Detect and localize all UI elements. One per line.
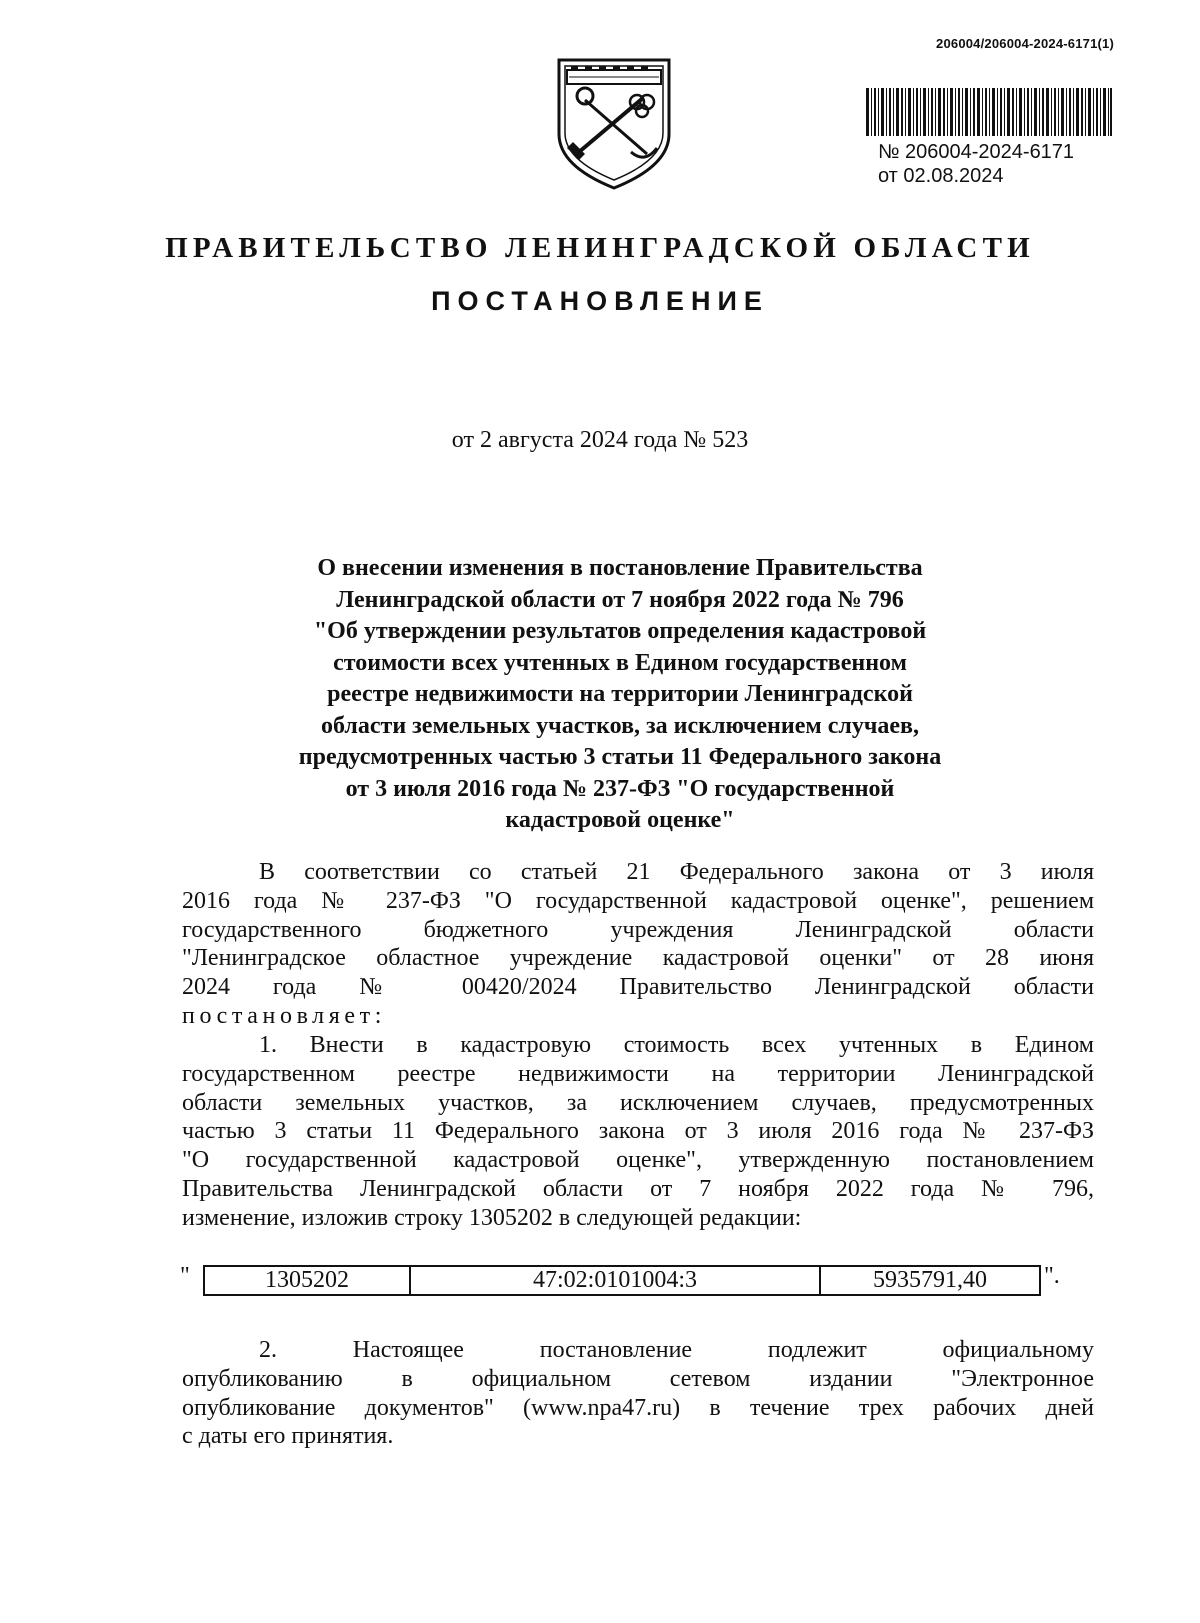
subject-line: кадастровой оценке" [505, 807, 735, 833]
row-number-cell: 1305202 [204, 1266, 410, 1295]
leningrad-oblast-coat-of-arms-icon [555, 56, 673, 190]
subject-line: области земельных участков, за исключением случаев, [321, 712, 919, 739]
paragraph-line: "Ленинградское областное учреждение кадастровой оценки" от 28 июня [182, 945, 1094, 972]
subject-line: стоимости всех учтенных в Едином государственном [333, 649, 907, 676]
registration-stamp [878, 140, 1074, 188]
item-1-paragraph [182, 1031, 1094, 1233]
paragraph-line: 2016 года № 237-ФЗ "О государственной кадастровой оценке", решением [182, 887, 1094, 914]
paragraph-line: с даты его принятия. [182, 1423, 394, 1450]
document-id: 206004/206004-2024-6171(1) [936, 36, 1114, 51]
subject-line: от 3 июля 2016 года № 237-ФЗ "О государственной [345, 775, 895, 802]
paragraph-line: области земельных участков, за исключением случаев, предусмотренных [182, 1089, 1094, 1116]
paragraph-line: опубликованию в официальном сетевом издании "Электронное [182, 1365, 1094, 1392]
item-2-paragraph [182, 1336, 1094, 1451]
decree-subject [230, 553, 1010, 837]
paragraph-line: 2. Настоящее постановление подлежит официальному [259, 1337, 1094, 1363]
subject-line: предусмотренных частью 3 статьи 11 Федерального закона [298, 744, 942, 770]
subject-line: О внесении изменения в постановление Правительства [317, 555, 923, 581]
decree-date-number: от 2 августа 2024 года № 523 [451, 427, 749, 453]
paragraph-line: 1. Внести в кадастровую стоимость всех учтенных в Едином [259, 1032, 1094, 1058]
cadastral-number-cell: 47:02:0101004:3 [410, 1266, 820, 1295]
paragraph-line: государственном реестре недвижимости на территории Ленинградской [182, 1060, 1094, 1087]
paragraph-line: государственного бюджетного учреждения Ленинградской области [182, 916, 1094, 943]
subject-line: "Об утверждении результатов определения кадастровой [313, 618, 927, 644]
registration-date: от 02.08.2024 [878, 165, 1004, 187]
government-title: ПРАВИТЕЛЬСТВО ЛЕНИНГРАДСКОЙ ОБЛАСТИ [165, 232, 1035, 264]
paragraph-line: 2024 года № 00420/2024 Правительство Ленинградской области [182, 974, 1094, 1001]
paragraph-line: Правительства Ленинградской области от 7 ноября 2022 года № 796, [182, 1175, 1094, 1202]
open-quote: " [180, 1263, 190, 1289]
basis-paragraph [182, 858, 1094, 1031]
paragraph-line: опубликование документов" (www.npa47.ru) в течение трех рабочих дней [182, 1394, 1094, 1421]
registration-number: № 206004-2024-6171 [878, 141, 1075, 163]
paragraph-line: частью 3 статьи 11 Федерального закона от 3 июля 2016 года № 237-ФЗ [182, 1118, 1094, 1145]
close-quote: ". [1044, 1263, 1060, 1289]
paragraph-line: В соответствии со статьей 21 Федерального закона от 3 июля [259, 859, 1094, 885]
document-type: ПОСТАНОВЛЕНИЕ [431, 286, 769, 316]
paragraph-line: изменение, изложив строку 1305202 в следующей редакции: [182, 1204, 802, 1231]
cadastral-value-cell: 5935791,40 [820, 1266, 1040, 1295]
barcode-icon [866, 88, 1112, 136]
cadastral-value-table [203, 1265, 1041, 1296]
cadastral-row [180, 1263, 1090, 1297]
paragraph-line: "О государственной кадастровой оценке", утвержденную постановлением [182, 1147, 1094, 1174]
table-row [204, 1266, 1040, 1295]
subject-line: Ленинградской области от 7 ноября 2022 года № 796 [336, 586, 904, 613]
subject-line: реестре недвижимости на территории Ленинградской [327, 681, 913, 707]
decree-word: постановляет: [182, 1002, 387, 1029]
